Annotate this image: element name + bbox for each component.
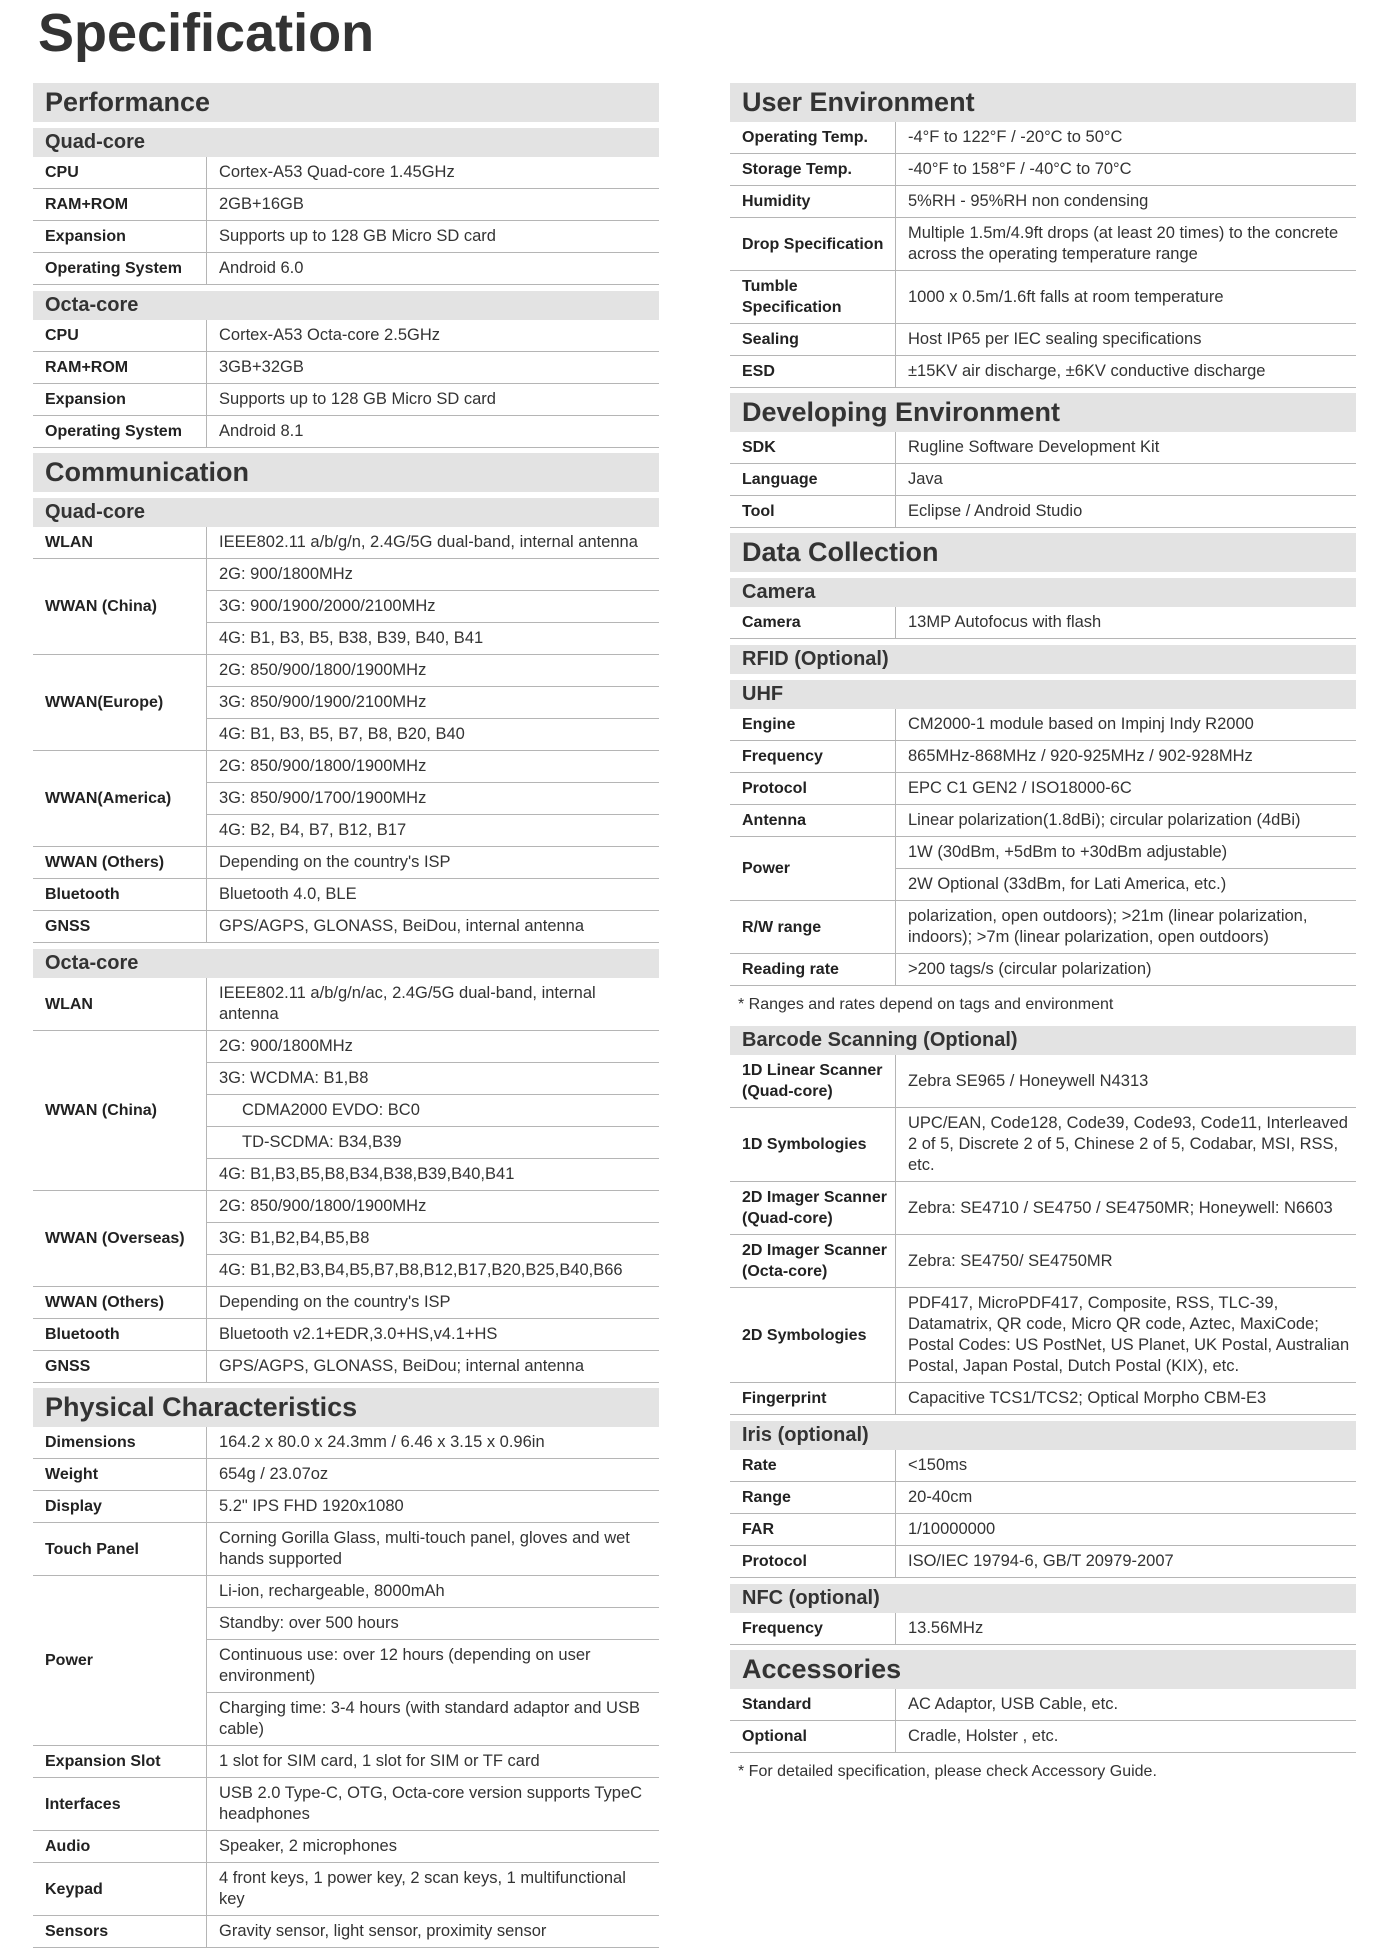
spec-label-frequency: Frequency xyxy=(730,741,896,773)
spec-row xyxy=(33,1427,659,1459)
spec-value: Supports up to 128 GB Micro SD card xyxy=(207,384,660,416)
spec-value: Multiple 1.5m/4.9ft drops (at least 20 times) to the concrete across the operating temperature range xyxy=(896,218,1357,271)
spec-label-range: Range xyxy=(730,1482,896,1514)
spec-table xyxy=(730,709,1356,986)
spec-label-audio: Audio xyxy=(33,1831,207,1863)
spec-row xyxy=(730,496,1356,528)
spec-row xyxy=(730,1514,1356,1546)
spec-row xyxy=(33,221,659,253)
spec-label-sealing: Sealing xyxy=(730,324,896,356)
spec-label-power: Power xyxy=(730,837,896,901)
spec-label-wwan-others: WWAN (Others) xyxy=(33,847,207,879)
spec-value: Rugline Software Development Kit xyxy=(896,432,1357,464)
spec-table xyxy=(33,1427,659,1948)
spec-value: Android 8.1 xyxy=(207,416,660,448)
section-title-developing-environment: Developing Environment xyxy=(730,393,1356,432)
spec-value: 2G: 850/900/1800/1900MHz xyxy=(207,1191,660,1223)
spec-row xyxy=(33,911,659,943)
spec-value: Continuous use: over 12 hours (depending on user environment) xyxy=(207,1640,660,1693)
spec-label-reading-rate: Reading rate xyxy=(730,954,896,986)
spec-value: 1W (30dBm, +5dBm to +30dBm adjustable) xyxy=(896,837,1357,869)
subsection-title-octa-core: Octa-core xyxy=(33,949,659,978)
spec-value: Zebra: SE4750/ SE4750MR xyxy=(896,1235,1357,1288)
spec-value: 2G: 850/900/1800/1900MHz xyxy=(207,751,660,783)
spec-row xyxy=(33,416,659,448)
spec-label-dimensions: Dimensions xyxy=(33,1427,207,1459)
spec-label-wwan-others: WWAN (Others) xyxy=(33,1287,207,1319)
spec-row xyxy=(33,847,659,879)
spec-table xyxy=(730,432,1356,528)
spec-value: 3GB+32GB xyxy=(207,352,660,384)
spec-value: Linear polarization(1.8dBi); circular polarization (4dBi) xyxy=(896,805,1357,837)
subsection-title-nfc-optional: NFC (optional) xyxy=(730,1584,1356,1613)
spec-value: Cradle, Holster , etc. xyxy=(896,1721,1357,1753)
spec-label-frequency: Frequency xyxy=(730,1613,896,1645)
spec-label-wwan-china: WWAN (China) xyxy=(33,559,207,655)
spec-value: IEEE802.11 a/b/g/n, 2.4G/5G dual-band, internal antenna xyxy=(207,527,660,559)
spec-value: 3G: 850/900/1700/1900MHz xyxy=(207,783,660,815)
spec-row xyxy=(730,218,1356,271)
subsection-title-quad-core: Quad-core xyxy=(33,498,659,527)
spec-row xyxy=(730,186,1356,218)
right-column xyxy=(730,78,1356,1787)
spec-value: Capacitive TCS1/TCS2; Optical Morpho CBM-E3 xyxy=(896,1383,1357,1415)
spec-row xyxy=(730,1721,1356,1753)
spec-label-interfaces: Interfaces xyxy=(33,1778,207,1831)
spec-value: TD-SCDMA: B34,B39 xyxy=(207,1127,660,1159)
section-title-accessories: Accessories xyxy=(730,1650,1356,1689)
subsection-title-camera: Camera xyxy=(730,578,1356,607)
spec-label-protocol: Protocol xyxy=(730,1546,896,1578)
spec-value: ISO/IEC 19794-6, GB/T 20979-2007 xyxy=(896,1546,1357,1578)
spec-row xyxy=(33,1576,659,1608)
spec-label-2d-imager-scanner-quad-core: 2D Imager Scanner (Quad-core) xyxy=(730,1182,896,1235)
spec-row xyxy=(33,1191,659,1223)
spec-value: Speaker, 2 microphones xyxy=(207,1831,660,1863)
spec-row xyxy=(730,356,1356,388)
spec-label-1d-linear-scanner-quad-core: 1D Linear Scanner (Quad-core) xyxy=(730,1055,896,1108)
spec-label-r-w-range: R/W range xyxy=(730,901,896,954)
spec-label-operating-system: Operating System xyxy=(33,416,207,448)
spec-row xyxy=(33,384,659,416)
spec-label-tumble-specification: Tumble Specification xyxy=(730,271,896,324)
spec-value: Android 6.0 xyxy=(207,253,660,285)
spec-label-bluetooth: Bluetooth xyxy=(33,1319,207,1351)
spec-value: 4G: B1, B3, B5, B38, B39, B40, B41 xyxy=(207,623,660,655)
spec-row xyxy=(33,1031,659,1063)
spec-table xyxy=(730,1055,1356,1415)
spec-label-language: Language xyxy=(730,464,896,496)
spec-value: GPS/AGPS, GLONASS, BeiDou, internal antenna xyxy=(207,911,660,943)
spec-label-weight: Weight xyxy=(33,1459,207,1491)
spec-row xyxy=(730,709,1356,741)
spec-value: polarization, open outdoors); >21m (linear polarization, indoors); >7m (linear polarization, open outdoors) xyxy=(896,901,1357,954)
section-title-communication: Communication xyxy=(33,453,659,492)
spec-row xyxy=(730,1108,1356,1182)
spec-value: 4G: B1,B2,B3,B4,B5,B7,B8,B12,B17,B20,B25,B40,B66 xyxy=(207,1255,660,1287)
spec-label-antenna: Antenna xyxy=(730,805,896,837)
spec-label-wwan-america: WWAN(America) xyxy=(33,751,207,847)
spec-label-ram-rom: RAM+ROM xyxy=(33,189,207,221)
spec-label-esd: ESD xyxy=(730,356,896,388)
spec-row xyxy=(33,879,659,911)
spec-value: ±15KV air discharge, ±6KV conductive discharge xyxy=(896,356,1357,388)
spec-row xyxy=(33,1863,659,1916)
spec-value: Supports up to 128 GB Micro SD card xyxy=(207,221,660,253)
section-title-performance: Performance xyxy=(33,83,659,122)
spec-value: Host IP65 per IEC sealing specifications xyxy=(896,324,1357,356)
spec-value: Corning Gorilla Glass, multi-touch panel, gloves and wet hands supported xyxy=(207,1523,660,1576)
spec-label-operating-system: Operating System xyxy=(33,253,207,285)
spec-label-power: Power xyxy=(33,1576,207,1746)
spec-row xyxy=(730,1546,1356,1578)
spec-label-2d-symbologies: 2D Symbologies xyxy=(730,1288,896,1383)
spec-row xyxy=(730,607,1356,639)
section-title-physical-characteristics: Physical Characteristics xyxy=(33,1388,659,1427)
spec-label-gnss: GNSS xyxy=(33,1351,207,1383)
spec-table xyxy=(730,1613,1356,1645)
spec-value: 13.56MHz xyxy=(896,1613,1357,1645)
spec-value: 4G: B2, B4, B7, B12, B17 xyxy=(207,815,660,847)
spec-table xyxy=(730,1689,1356,1753)
spec-value: 3G: 900/1900/2000/2100MHz xyxy=(207,591,660,623)
spec-label-protocol: Protocol xyxy=(730,773,896,805)
spec-label-drop-specification: Drop Specification xyxy=(730,218,896,271)
spec-table xyxy=(730,607,1356,639)
spec-label-sdk: SDK xyxy=(730,432,896,464)
section-title-data-collection: Data Collection xyxy=(730,533,1356,572)
spec-label-far: FAR xyxy=(730,1514,896,1546)
spec-value: Li-ion, rechargeable, 8000mAh xyxy=(207,1576,660,1608)
subsection-title-octa-core: Octa-core xyxy=(33,291,659,320)
spec-row xyxy=(33,1831,659,1863)
spec-label-wlan: WLAN xyxy=(33,527,207,559)
spec-row xyxy=(730,324,1356,356)
spec-value: 3G: B1,B2,B4,B5,B8 xyxy=(207,1223,660,1255)
spec-value: 13MP Autofocus with flash xyxy=(896,607,1357,639)
spec-row xyxy=(730,1613,1356,1645)
spec-value: CDMA2000 EVDO: BC0 xyxy=(207,1095,660,1127)
spec-row xyxy=(730,271,1356,324)
subsection-title-rfid-optional: RFID (Optional) xyxy=(730,645,1356,674)
left-column xyxy=(33,78,659,1948)
spec-value: 2GB+16GB xyxy=(207,189,660,221)
spec-row xyxy=(33,253,659,285)
spec-label-2d-imager-scanner-octa-core: 2D Imager Scanner (Octa-core) xyxy=(730,1235,896,1288)
section-title-user-environment: User Environment xyxy=(730,83,1356,122)
spec-label-fingerprint: Fingerprint xyxy=(730,1383,896,1415)
spec-row xyxy=(730,464,1356,496)
footnote: * Ranges and rates depend on tags and environment xyxy=(738,996,1114,1013)
spec-row xyxy=(33,751,659,783)
spec-label-rate: Rate xyxy=(730,1450,896,1482)
spec-label-expansion: Expansion xyxy=(33,384,207,416)
spec-row xyxy=(730,901,1356,954)
spec-table xyxy=(33,527,659,943)
footnote: * For detailed specification, please check Accessory Guide. xyxy=(738,1763,1157,1780)
spec-row xyxy=(33,1916,659,1948)
spec-value: 4G: B1,B3,B5,B8,B34,B38,B39,B40,B41 xyxy=(207,1159,660,1191)
spec-row xyxy=(33,1746,659,1778)
spec-label-storage-temp: Storage Temp. xyxy=(730,154,896,186)
spec-value: 4 front keys, 1 power key, 2 scan keys, 1 multifunctional key xyxy=(207,1863,660,1916)
spec-label-cpu: CPU xyxy=(33,157,207,189)
spec-value: -40°F to 158°F / -40°C to 70°C xyxy=(896,154,1357,186)
spec-row xyxy=(33,655,659,687)
spec-label-bluetooth: Bluetooth xyxy=(33,879,207,911)
spec-value: USB 2.0 Type-C, OTG, Octa-core version supports TypeC headphones xyxy=(207,1778,660,1831)
page-title: Specification xyxy=(38,3,375,63)
spec-table xyxy=(33,157,659,285)
spec-value: Bluetooth v2.1+EDR,3.0+HS,v4.1+HS xyxy=(207,1319,660,1351)
spec-value: Bluetooth 4.0, BLE xyxy=(207,879,660,911)
spec-value: <150ms xyxy=(896,1450,1357,1482)
spec-row xyxy=(730,773,1356,805)
subsection-title-quad-core: Quad-core xyxy=(33,128,659,157)
spec-value: -4°F to 122°F / -20°C to 50°C xyxy=(896,122,1357,154)
spec-label-expansion: Expansion xyxy=(33,221,207,253)
subsection-title-uhf: UHF xyxy=(730,680,1356,709)
spec-value: Standby: over 500 hours xyxy=(207,1608,660,1640)
spec-table xyxy=(33,978,659,1383)
spec-label-wwan-overseas: WWAN (Overseas) xyxy=(33,1191,207,1287)
spec-value: 20-40cm xyxy=(896,1482,1357,1514)
spec-label-wwan-china: WWAN (China) xyxy=(33,1031,207,1191)
spec-value: Gravity sensor, light sensor, proximity sensor xyxy=(207,1916,660,1948)
subsection-title-barcode-scanning-optional: Barcode Scanning (Optional) xyxy=(730,1026,1356,1055)
spec-value: PDF417, MicroPDF417, Composite, RSS, TLC-39, Datamatrix, QR code, Micro QR code, Aztec, MaxiCode; Postal Codes: US PostNet, US Planet, UK Postal, Australian Postal, Japan Postal, Dutch Postal (KIX), etc. xyxy=(896,1288,1357,1383)
spec-row xyxy=(730,122,1356,154)
spec-row xyxy=(730,1482,1356,1514)
spec-label-wwan-europe: WWAN(Europe) xyxy=(33,655,207,751)
spec-label-humidity: Humidity xyxy=(730,186,896,218)
spec-value: 865MHz-868MHz / 920-925MHz / 902-928MHz xyxy=(896,741,1357,773)
spec-row xyxy=(33,157,659,189)
spec-value: 2W Optional (33dBm, for Lati America, etc.) xyxy=(896,869,1357,901)
spec-row xyxy=(33,559,659,591)
spec-value: GPS/AGPS, GLONASS, BeiDou; internal antenna xyxy=(207,1351,660,1383)
spec-value: UPC/EAN, Code128, Code39, Code93, Code11, Interleaved 2 of 5, Discrete 2 of 5, Chinese 2 of 5, Codabar, MSI, RSS, etc. xyxy=(896,1108,1357,1182)
spec-value: Eclipse / Android Studio xyxy=(896,496,1357,528)
spec-label-1d-symbologies: 1D Symbologies xyxy=(730,1108,896,1182)
spec-value: 5%RH - 95%RH non condensing xyxy=(896,186,1357,218)
spec-label-sensors: Sensors xyxy=(33,1916,207,1948)
spec-value: >200 tags/s (circular polarization) xyxy=(896,954,1357,986)
spec-label-wlan: WLAN xyxy=(33,978,207,1031)
spec-value: Depending on the country's ISP xyxy=(207,1287,660,1319)
spec-label-keypad: Keypad xyxy=(33,1863,207,1916)
spec-row xyxy=(33,1287,659,1319)
spec-row xyxy=(33,1319,659,1351)
spec-row xyxy=(730,432,1356,464)
spec-row xyxy=(33,1351,659,1383)
spec-value: 164.2 x 80.0 x 24.3mm / 6.46 x 3.15 x 0.96in xyxy=(207,1427,660,1459)
spec-value: IEEE802.11 a/b/g/n/ac, 2.4G/5G dual-band, internal antenna xyxy=(207,978,660,1031)
spec-label-gnss: GNSS xyxy=(33,911,207,943)
spec-value: 4G: B1, B3, B5, B7, B8, B20, B40 xyxy=(207,719,660,751)
spec-row xyxy=(33,320,659,352)
spec-value: EPC C1 GEN2 / ISO18000-6C xyxy=(896,773,1357,805)
spec-label-touch-panel: Touch Panel xyxy=(33,1523,207,1576)
spec-row xyxy=(730,1055,1356,1108)
spec-value: 1 slot for SIM card, 1 slot for SIM or TF card xyxy=(207,1746,660,1778)
spec-row xyxy=(33,1459,659,1491)
spec-label-expansion-slot: Expansion Slot xyxy=(33,1746,207,1778)
spec-value: CM2000-1 module based on Impinj Indy R2000 xyxy=(896,709,1357,741)
spec-row xyxy=(730,1182,1356,1235)
spec-label-ram-rom: RAM+ROM xyxy=(33,352,207,384)
spec-value: 5.2" IPS FHD 1920x1080 xyxy=(207,1491,660,1523)
subsection-title-iris-optional: Iris (optional) xyxy=(730,1421,1356,1450)
spec-value: Zebra: SE4710 / SE4750 / SE4750MR; Honeywell: N6603 xyxy=(896,1182,1357,1235)
spec-row xyxy=(33,1778,659,1831)
spec-value: 3G: 850/900/1900/2100MHz xyxy=(207,687,660,719)
spec-value: 654g / 23.07oz xyxy=(207,1459,660,1491)
spec-value: 2G: 850/900/1800/1900MHz xyxy=(207,655,660,687)
spec-value: 2G: 900/1800MHz xyxy=(207,1031,660,1063)
spec-table xyxy=(730,1450,1356,1578)
spec-label-engine: Engine xyxy=(730,709,896,741)
spec-value: Cortex-A53 Quad-core 1.45GHz xyxy=(207,157,660,189)
spec-row xyxy=(730,1235,1356,1288)
spec-row xyxy=(730,1288,1356,1383)
spec-table xyxy=(33,320,659,448)
spec-row xyxy=(730,1689,1356,1721)
spec-value: Cortex-A53 Octa-core 2.5GHz xyxy=(207,320,660,352)
spec-row xyxy=(33,352,659,384)
spec-label-tool: Tool xyxy=(730,496,896,528)
spec-label-standard: Standard xyxy=(730,1689,896,1721)
spec-label-cpu: CPU xyxy=(33,320,207,352)
spec-table xyxy=(730,122,1356,388)
spec-value: 1000 x 0.5m/1.6ft falls at room temperature xyxy=(896,271,1357,324)
spec-row xyxy=(730,154,1356,186)
spec-row xyxy=(33,189,659,221)
spec-row xyxy=(33,978,659,1031)
spec-label-display: Display xyxy=(33,1491,207,1523)
spec-row xyxy=(33,1491,659,1523)
spec-row xyxy=(33,1523,659,1576)
spec-value: 1/10000000 xyxy=(896,1514,1357,1546)
spec-value: 2G: 900/1800MHz xyxy=(207,559,660,591)
spec-label-operating-temp: Operating Temp. xyxy=(730,122,896,154)
spec-row xyxy=(730,1450,1356,1482)
spec-row xyxy=(730,1383,1356,1415)
spec-row xyxy=(730,805,1356,837)
spec-value: 3G: WCDMA: B1,B8 xyxy=(207,1063,660,1095)
spec-row xyxy=(33,527,659,559)
spec-label-camera: Camera xyxy=(730,607,896,639)
spec-row xyxy=(730,741,1356,773)
spec-row xyxy=(730,954,1356,986)
spec-value: Java xyxy=(896,464,1357,496)
spec-label-optional: Optional xyxy=(730,1721,896,1753)
spec-row xyxy=(730,837,1356,869)
spec-value: Depending on the country's ISP xyxy=(207,847,660,879)
spec-value: AC Adaptor, USB Cable, etc. xyxy=(896,1689,1357,1721)
spec-value: Zebra SE965 / Honeywell N4313 xyxy=(896,1055,1357,1108)
spec-value: Charging time: 3-4 hours (with standard adaptor and USB cable) xyxy=(207,1693,660,1746)
